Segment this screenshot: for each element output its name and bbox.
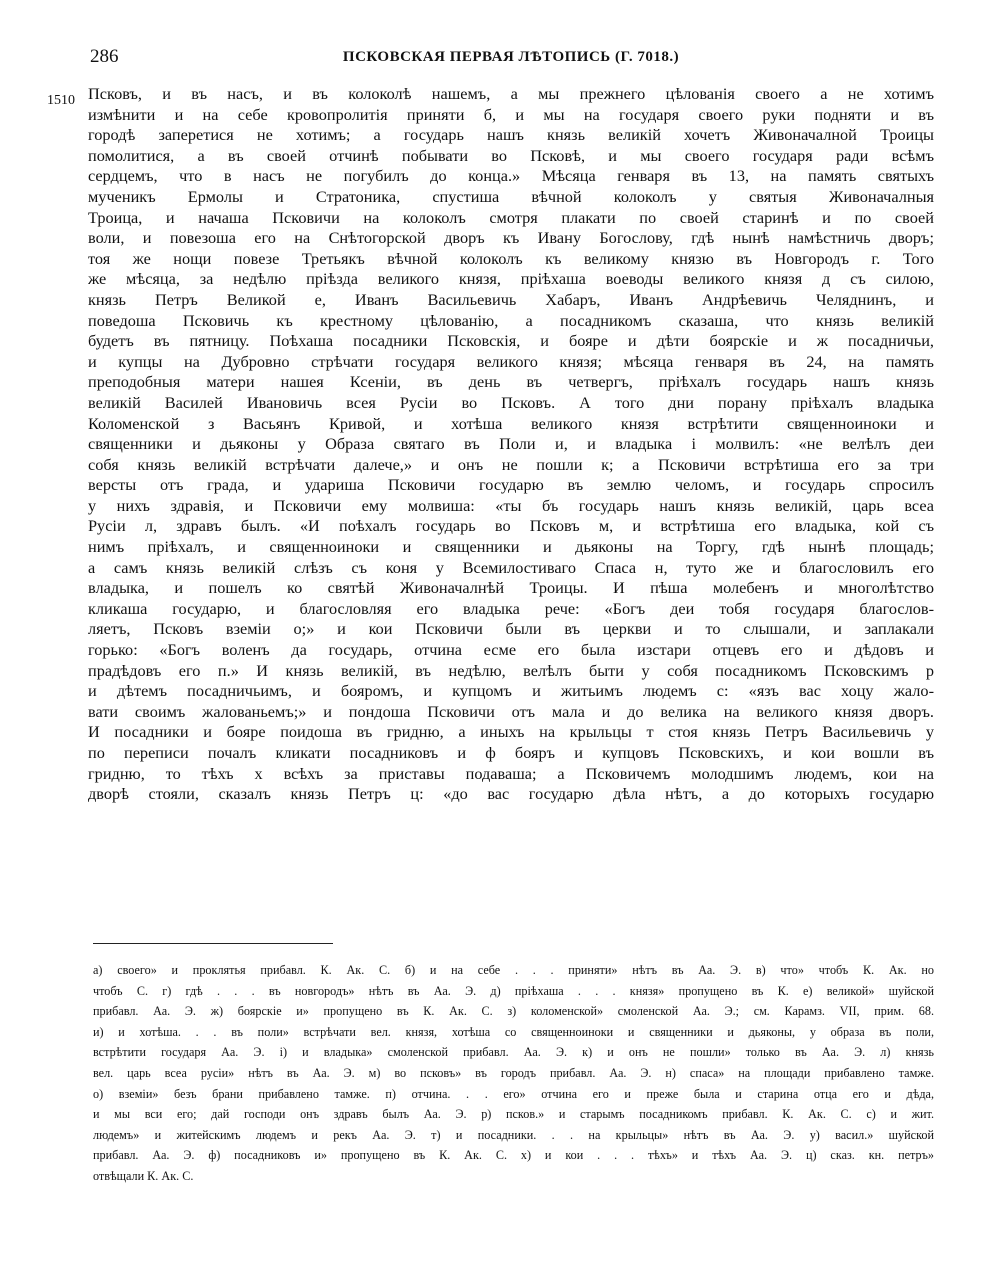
year-marker: 1510	[47, 93, 75, 108]
text-line: И посадники и бояре поидоша въ гридню, а иныхъ на крыльцы т стоя князь Петръ Васильевичь у	[88, 722, 934, 742]
footnotes	[93, 960, 934, 1187]
text-line: Коломенской з Васьянъ Кривой, и хотѣша великого князя встрѣтити священноиноки и	[88, 413, 934, 433]
text-line: помолитися, а въ своей отчинѣ побывати во Псковѣ, и мы своего государя ради всѣмъ	[88, 145, 934, 165]
text-line: владыка, и пошелъ ко святѣй Живоначалнѣй Троицы. И пѣша молебенъ и многолѣтство	[88, 578, 934, 598]
text-line: и купцы на Дубровно стрѣчати государя великого князя; мѣсяца генваря въ 24, на память	[88, 351, 934, 371]
footnote-line: вел. царь всеа русіи» нѣтъ въ Аа. Э. м) во псковъ» въ городъ прибавл. Аа. Э. н) спаса» на площади прибавлено тамже.	[93, 1065, 934, 1080]
running-head: ПСКОВСКАЯ ПЕРВАЯ ЛѢТОПИСЬ (Г. 7018.)	[342, 49, 680, 65]
text-line: воли, и повезоша его на Снѣтогорской дворъ къ Ивану Богослову, гдѣ нынѣ намѣстничь дворъ;	[88, 228, 934, 248]
text-line: версты отъ града, и удариша Псковичи государю въ землю челомъ, и государь спросилъ	[88, 475, 934, 495]
text-line: будетъ въ пятницу. Поѣхаша посадники Псковскія, и бояре и дѣти боярскіе и ж посадничьи,	[88, 331, 934, 351]
text-line: великій Василей Ивановичь всея Русіи во Псковъ. А того дни порану пріѣхалъ владыка	[88, 392, 934, 412]
footnote-line: людемъ» и житейскимъ людемъ и рекъ Аа. Э. т) и посадники. . . на крыльцы» нѣтъ въ Аа. Э. у) васил.» шуйской	[93, 1127, 934, 1142]
text-line: священники и дьяконы у Образа святаго въ Поли и, и владыка і молвилъ: «не велѣлъ деи	[88, 434, 934, 454]
text-line: кликаша государю, и благословляя его владыка рече: «Богъ деи тобя государя благослов-	[88, 598, 934, 618]
footnote-divider	[93, 943, 333, 944]
footnote-line: отвѣщали К. Ак. С.	[93, 1168, 194, 1183]
footnote-line: а) своего» и проклятья прибавл. К. Ак. С. б) и на себе . . . приняти» нѣтъ въ Аа. Э. в) что» чтобъ К. Ак. но	[93, 963, 934, 977]
text-line: князь Петръ Великой е, Иванъ Васильевичь Хабаръ, Иванъ Андрѣевичь Челяднинъ, и	[88, 289, 934, 309]
footnote-line: и) и хотѣша. . . въ поли» встрѣчати вел. князя, хотѣша со священноиноки и священники и дьяконы, у образа въ поли,	[93, 1024, 934, 1039]
text-line: мученикъ Ермолы и Стратоника, спустиша вѣчной колоколъ у святыя Живоначалныя	[88, 186, 934, 206]
text-line: Троица, и начаша Псковичи на колоколъ смотря плакати по своей старинѣ и по своей	[88, 207, 934, 227]
footnote-line: прибавл. Аа. Э. ф) посадниковъ и» пропущено въ К. Ак. С. х) и кои . . . тѣхъ» и тѣхъ Аа. Э. ц) сказ. кн. петръ»	[93, 1148, 934, 1163]
text-line: у нихъ здравія, и Псковичи ему молвиша: «ты бъ государь нашъ князь великій, царь всеа	[88, 495, 934, 515]
text-line: прадѣдовъ его п.» И князь великій, въ недѣлю, велѣлъ быти у собя посадникомъ Псковскимъ р	[88, 660, 934, 680]
text-line: ляетъ, Псковъ вземіи о;» и кои Псковичи были въ церкви и то слышали, и заплакали	[88, 619, 934, 639]
text-line: горько: «Богъ воленъ да государь, отчина есме его была изстари отцевъ его и дѣдовъ и	[88, 640, 934, 660]
text-line: сердцемъ, что в насъ не погубилъ до конца.» Мѣсяца генваря въ 13, на память святыхъ	[88, 166, 934, 186]
text-line: вати своимъ жалованьемъ;» и пондоша Псковичи отъ мала и до велика на великого князя дворъ.	[88, 701, 934, 721]
text-line: гридню, то тѣхъ х всѣхъ за приставы подаваша; а Псковичемъ молодшимъ людемъ, кои на	[88, 763, 934, 783]
text-line: городѣ заперетися не хотимъ; а государь нашъ князь великій хочетъ Живоначалной Троицы	[88, 125, 934, 145]
text-line: а самъ князь великій слѣзъ съ коня у Всемилостиваго Спаса н, туто же и благословилъ его	[88, 557, 934, 577]
text-line: Русіи л, здравъ былъ. «И поѣхалъ государь во Псковъ м, и встрѣтиша его владыка, кой съ	[88, 516, 934, 536]
text-line: собя князь великій встрѣчати далече,» и онъ не пошли к; а Псковичи встрѣтиша его за три	[88, 454, 934, 474]
text-line: нимъ пріѣхалъ, и священноиноки и священники и дьяконы на Торгу, гдѣ нынѣ площадь;	[88, 537, 934, 557]
text-line: Псковъ, и въ насъ, и въ колоколѣ нашемъ, а мы прежнего цѣлованія своего а не хотимъ	[88, 84, 934, 103]
text-line: дворѣ стояли, сказалъ князь Петръ ц: «до вас государю дѣла нѣтъ, а до которыхъ государю	[88, 784, 934, 804]
text-line: преподобныя матери нашея Ксеніи, въ день въ четвергъ, пріѣхалъ государь нашъ князь	[88, 372, 934, 392]
footnote-line: о) вземіи» безъ брани прибавлено тамже. п) отчина. . . его» отчина его и преже была и старина отца его и дѣда,	[93, 1086, 934, 1101]
text-line: по переписи почалъ кликати посадниковъ и ф бояръ и купцовъ Псковскихъ, и кои вошли въ	[88, 743, 934, 762]
text-line: измѣнити и на себе кровопролитія приняти б, и мы на государя своего руки подняти и въ	[88, 104, 934, 124]
footnote-line: встрѣтити государя Аа. Э. і) и владыка» смоленской прибавл. Аа. Э. к) и онъ не пошли» только въ Аа. Э. л) князь	[93, 1045, 934, 1060]
text-line: же мѣсяца, за недѣлю пріѣзда великого князя, пріѣхаша воеводы великого князя д съ силою,	[88, 269, 934, 289]
text-line: и дѣтемъ посадничьимъ, и бояромъ, и купцомъ и житьимъ людемъ с: «язъ вас хоцу жало-	[88, 681, 934, 701]
text-line: поведоша Псковичь къ крестному цѣлованію, а посадникомъ сказаша, что князь великій	[88, 310, 934, 330]
page-number: 286	[90, 46, 119, 67]
footnote-line: чтобъ С. г) гдѣ . . . въ новгородъ» нѣтъ въ Аа. Э. д) пріѣхаша . . . князя» пропущено въ К. е) великой» шуйской	[93, 983, 934, 998]
page-header	[90, 42, 932, 72]
main-text	[88, 84, 934, 805]
footnote-line: и мы вси его; дай господи онъ здравъ былъ Аа. Э. р) псков.» и старымъ посадникомъ прибавл. К. Ак. С. с) и жит.	[93, 1107, 934, 1122]
footnote-line: прибавл. Аа. Э. ж) боярскіе и» пропущено въ К. Ак. С. з) коломенской» смоленской Аа. Э.; см. Карамз. VII, прим. 68.	[93, 1004, 934, 1019]
text-line: тоя же нощи повезе Третьякъ вѣчной колоколъ къ великому князю въ Новгородъ г. Того	[88, 248, 934, 268]
